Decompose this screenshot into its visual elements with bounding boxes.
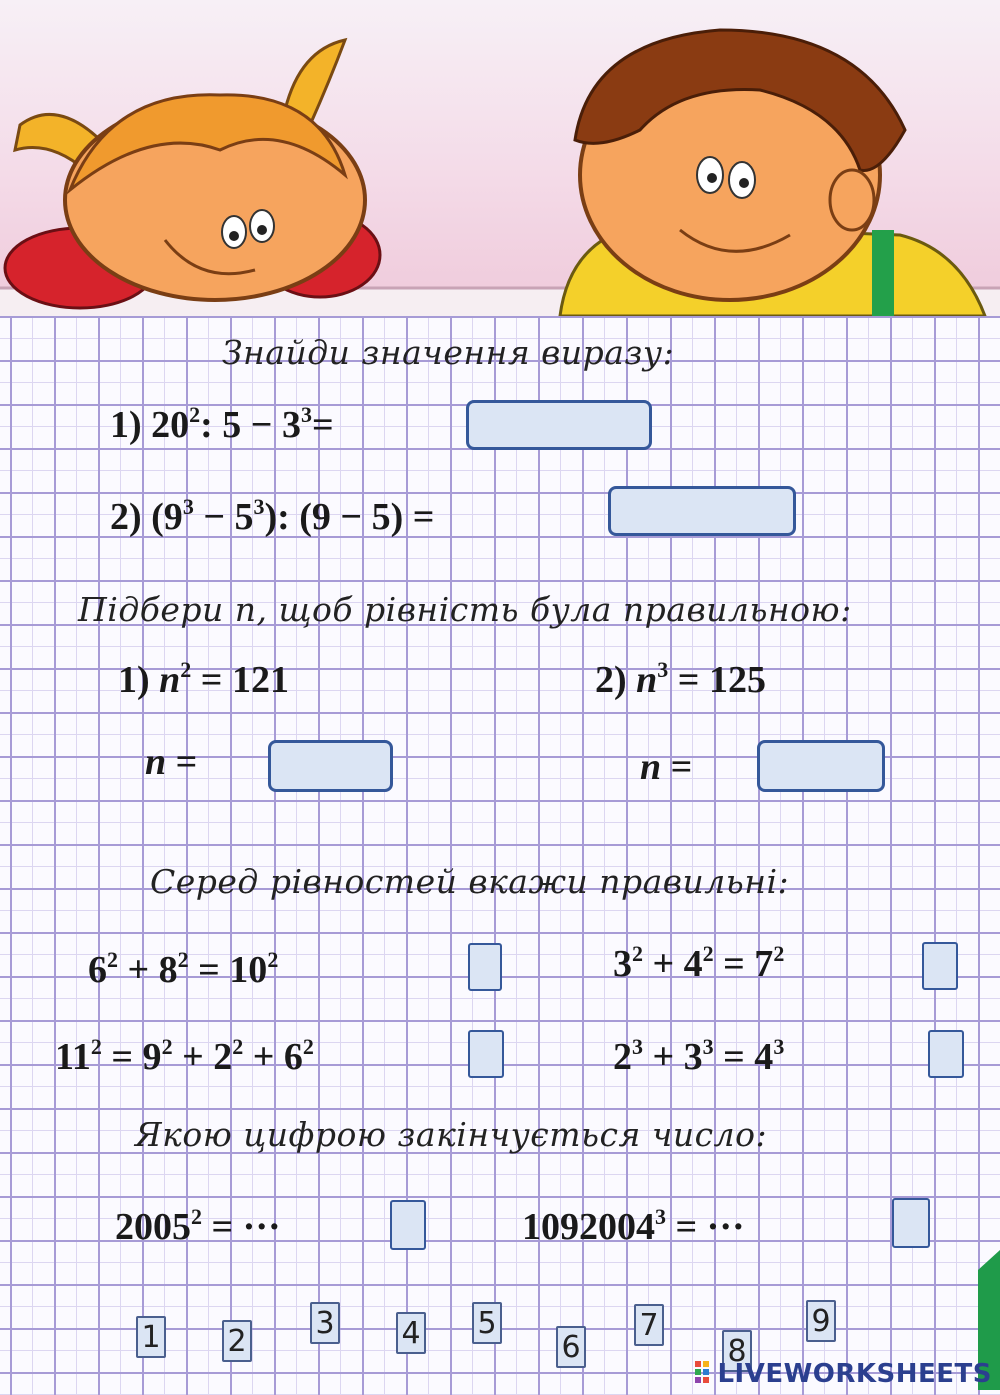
task2-heading: Підбери n, щоб рівність була правильною: bbox=[78, 590, 852, 629]
task1-expression-1: 1) $20^2$: $5 - 3^3=$ bbox=[110, 402, 334, 446]
task1-heading: Знайди значення виразу: bbox=[222, 333, 675, 372]
equality-3: $11^2 = 9^2 + 2^2 + 6^2$ bbox=[55, 1034, 314, 1078]
equality-2: $3^2 + 4^2 = 7^2$ bbox=[613, 941, 785, 985]
equality-4: $2^3 + 3^3 = 4^3$ bbox=[613, 1034, 785, 1078]
kids-illustration bbox=[0, 0, 1000, 316]
liveworksheets-logo-icon bbox=[695, 1359, 719, 1387]
task3-heading: Серед рівностей вкажи правильні: bbox=[150, 862, 790, 901]
task1-expression-2: 2) $(9^3 - 5^3)$: (9 − 5) = bbox=[110, 494, 435, 538]
digit-tile-8[interactable]: 8 bbox=[722, 1330, 752, 1372]
checkbox-equality-3[interactable] bbox=[468, 1030, 504, 1078]
answer-input-task1-2[interactable] bbox=[608, 486, 796, 536]
task4-heading: Якою цифрою закінчується число: bbox=[135, 1115, 768, 1154]
checkbox-equality-4[interactable] bbox=[928, 1030, 964, 1078]
watermark-logo[interactable]: LIVEWORKSHEETS bbox=[717, 1359, 992, 1389]
digit-tile-5[interactable]: 5 bbox=[472, 1302, 502, 1344]
task2-equation-1: 1) $n^2 = 121$ bbox=[118, 657, 289, 701]
answer-input-n-1[interactable] bbox=[268, 740, 393, 792]
header-illustration bbox=[0, 0, 1000, 316]
equality-1: $6^2 + 8^2 = 10^2$ bbox=[88, 947, 279, 991]
answer-input-task1-1[interactable] bbox=[466, 400, 652, 450]
digit-tile-4[interactable]: 4 bbox=[396, 1312, 426, 1354]
answer-digit-slot-1[interactable] bbox=[390, 1200, 426, 1250]
digit-tile-7[interactable]: 7 bbox=[634, 1304, 664, 1346]
digit-tile-9[interactable]: 9 bbox=[806, 1300, 836, 1342]
task2-n-label-2: n = bbox=[640, 746, 693, 788]
checkbox-equality-1[interactable] bbox=[468, 943, 502, 991]
task2-equation-2: 2) $n^3 = 125$ bbox=[595, 657, 766, 701]
task2-n-label-1: n = bbox=[145, 741, 198, 783]
answer-input-n-2[interactable] bbox=[757, 740, 885, 792]
digit-tile-2[interactable]: 2 bbox=[222, 1320, 252, 1362]
checkbox-equality-2[interactable] bbox=[922, 942, 958, 990]
answer-digit-slot-2[interactable] bbox=[892, 1198, 930, 1248]
number-expression-2: $1092004^3$ = ··· bbox=[522, 1204, 745, 1248]
number-expression-1: $2005^2$ = ··· bbox=[115, 1204, 281, 1248]
digit-tile-3[interactable]: 3 bbox=[310, 1302, 340, 1344]
digit-tile-1[interactable]: 1 bbox=[136, 1316, 166, 1358]
digit-tile-6[interactable]: 6 bbox=[556, 1326, 586, 1368]
